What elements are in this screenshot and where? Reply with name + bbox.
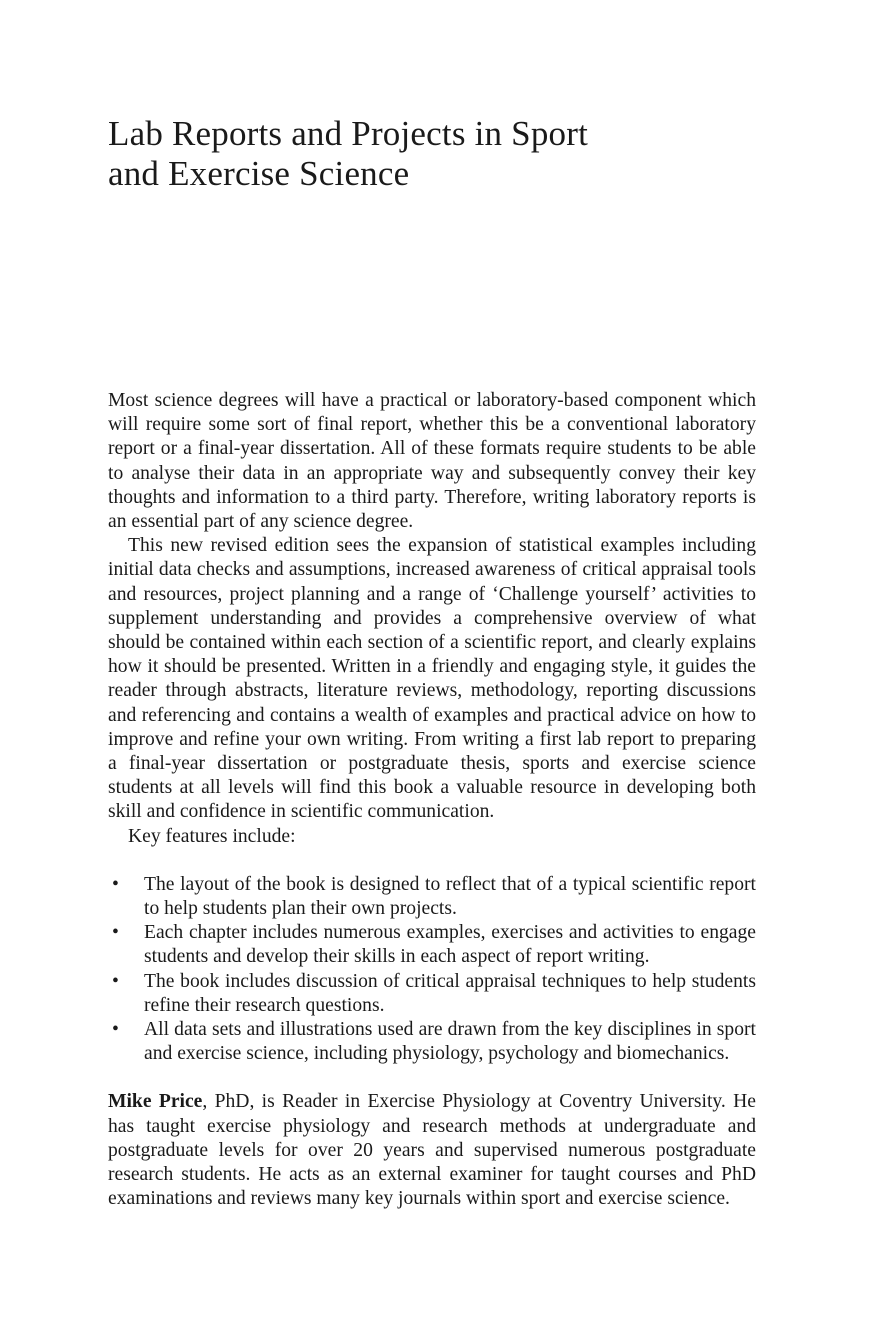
book-title-line-2: and Exercise Science bbox=[108, 154, 410, 193]
feature-item bbox=[108, 873, 756, 921]
bullet-icon: • bbox=[112, 1019, 119, 1041]
feature-text: The book includes discussion of critical appraisal techniques to help students refine their research questions. bbox=[144, 970, 756, 1016]
bullet-icon: • bbox=[112, 970, 119, 992]
bullet-icon: • bbox=[112, 922, 119, 944]
book-title bbox=[108, 114, 728, 194]
author-bio-text: , PhD, is Reader in Exercise Physiology at Coventry University. He has taught exercise physiology and research methods at undergraduate and postgraduate levels for over 20 years and supervised numerous postgraduate research students. He acts as an external examiner for taught courses and PhD examinations and reviews many key journals within sport and exercise science. bbox=[108, 1091, 757, 1210]
feature-text: All data sets and illustrations used are drawn from the key disciplines in sport and exercise science, including physiology, psychology and biomechanics. bbox=[144, 1019, 756, 1065]
book-description bbox=[108, 389, 756, 1212]
feature-text: The layout of the book is designed to reflect that of a typical scientific report to help students plan their own projects. bbox=[144, 873, 756, 920]
feature-item bbox=[108, 921, 756, 969]
key-features-list bbox=[108, 873, 756, 1067]
author-name: Mike Price bbox=[108, 1091, 203, 1113]
description-paragraph-1: Most science degrees will have a practical or laboratory-based component which will require some sort of final report, whether this be a conventional laboratory report or a final-year dissertation. All of these formats require students to be able to analyse their data in an appropriate way and subsequently convey their key thoughts and information to a third party. Therefore, writing laboratory reports is an essential part of any science degree. bbox=[108, 390, 756, 533]
feature-item bbox=[108, 970, 756, 1018]
author-bio bbox=[108, 1090, 756, 1211]
description-paragraph-2: This new revised edition sees the expansion of statistical examples including initial data checks and assumptions, increased awareness of critical appraisal tools and resources, project planning and a range of ‘Challenge yourself’ activities to supplement understanding and provides a comprehensive overview of what should be contained within each section of a scientific report, and clearly explains how it should be presented. Written in a friendly and engaging style, it guides the reader through abstracts, literature reviews, methodology, reporting discussions and referencing and contains a wealth of examples and practical advice on how to improve and refine your own writing. From writing a first lab report to preparing a final-year dissertation or postgraduate thesis, sports and exercise science students at all levels will find this book a valuable resource in developing both skill and confidence in scientific communication. bbox=[108, 535, 756, 823]
feature-text: Each chapter includes numerous examples, exercises and activities to engage students and develop their skills in each aspect of report writing. bbox=[144, 922, 756, 968]
book-title-line-1: Lab Reports and Projects in Sport bbox=[108, 114, 589, 153]
features-intro: Key features include: bbox=[128, 825, 296, 847]
feature-item bbox=[108, 1018, 756, 1066]
bullet-icon: • bbox=[112, 873, 119, 895]
